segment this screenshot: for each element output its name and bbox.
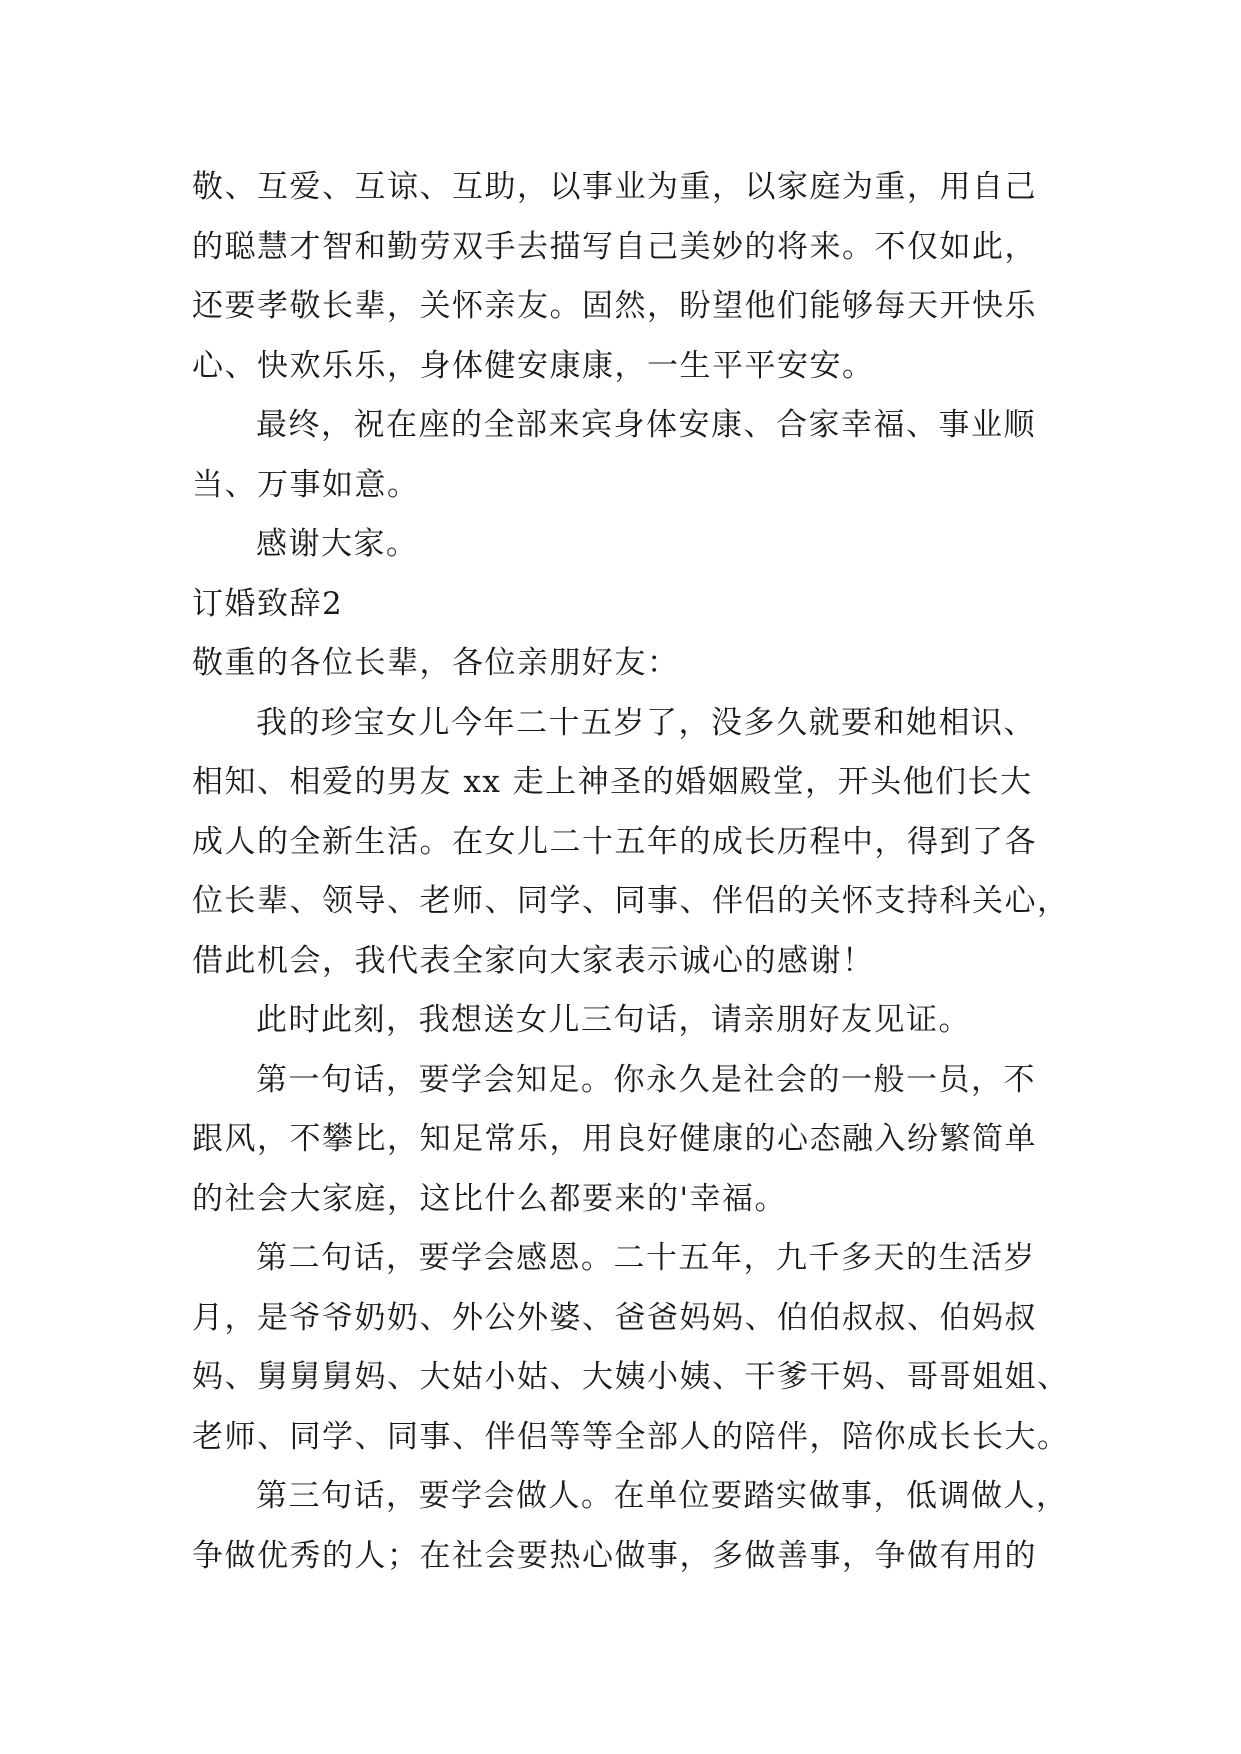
text-line: 最终，祝在座的全部来宾身体安康、合家幸福、事业顺 xyxy=(256,407,1036,443)
text-line: 我的珍宝女儿今年二十五岁了，没多久就要和她相识、 xyxy=(256,704,1036,741)
text-line: 感谢大家。 xyxy=(256,526,419,562)
text-line: 当、万事如意。 xyxy=(192,466,420,503)
text-line: 第二句话，要学会感恩。二十五年，九千多天的生活岁 xyxy=(256,1240,1036,1276)
salutation: 敬重的各位长辈，各位亲朋好友： xyxy=(192,645,680,681)
text-line: 月，是爷爷奶奶、外公外婆、爸爸妈妈、伯伯叔叔、伯妈叔 xyxy=(192,1299,1037,1336)
text-line: 还要孝敬长辈，关怀亲友。固然，盼望他们能够每天开快乐 xyxy=(192,288,1037,324)
text-line: 跟风，不攀比，知足常乐，用良好健康的心态融入纷繁简单 xyxy=(192,1121,1037,1157)
text-line: 此时此刻，我想送女儿三句话，请亲朋好友见证。 xyxy=(256,1002,971,1038)
text-line: 妈、舅舅舅妈、大姑小姑、大姨小姨、干爹干妈、哥哥姐姐、 xyxy=(192,1359,1070,1395)
text-line: 争做优秀的人；在社会要热心做事，多做善事，争做有用的 xyxy=(192,1537,1037,1574)
text-line: 的社会大家庭，这比什么都要来的'幸福。 xyxy=(192,1180,788,1217)
document-page xyxy=(192,158,1072,1586)
text-line: 成人的全新生活。在女儿二十五年的成长历程中，得到了各 xyxy=(192,823,1037,860)
text-line: 第三句话，要学会做人。在单位要踏实做事，低调做人， xyxy=(256,1478,1069,1514)
text-line: 第一句话，要学会知足。你永久是社会的一般一员，不 xyxy=(256,1061,1036,1098)
section-title: 订婚致辞2 xyxy=(192,585,344,622)
text-line: 的聪慧才智和勤劳双手去描写自己美妙的将来。不仅如此， xyxy=(192,228,1037,265)
text-line: 心、快欢乐乐，身体健安康康，一生平平安安。 xyxy=(192,347,875,384)
text-line: 位长辈、领导、老师、同学、同事、伴侣的关怀支持科关心， xyxy=(192,883,1070,919)
text-line: 借此机会，我代表全家向大家表示诚心的感谢！ xyxy=(192,942,875,979)
text-line: 老师、同学、同事、伴侣等等全部人的陪伴，陪你成长长大。 xyxy=(192,1418,1070,1455)
text-line: 相知、相爱的男友 xx 走上神圣的婚姻殿堂，开头他们长大 xyxy=(192,764,1033,800)
text-line: 敬、互爱、互谅、互助，以事业为重，以家庭为重，用自己 xyxy=(192,169,1037,205)
